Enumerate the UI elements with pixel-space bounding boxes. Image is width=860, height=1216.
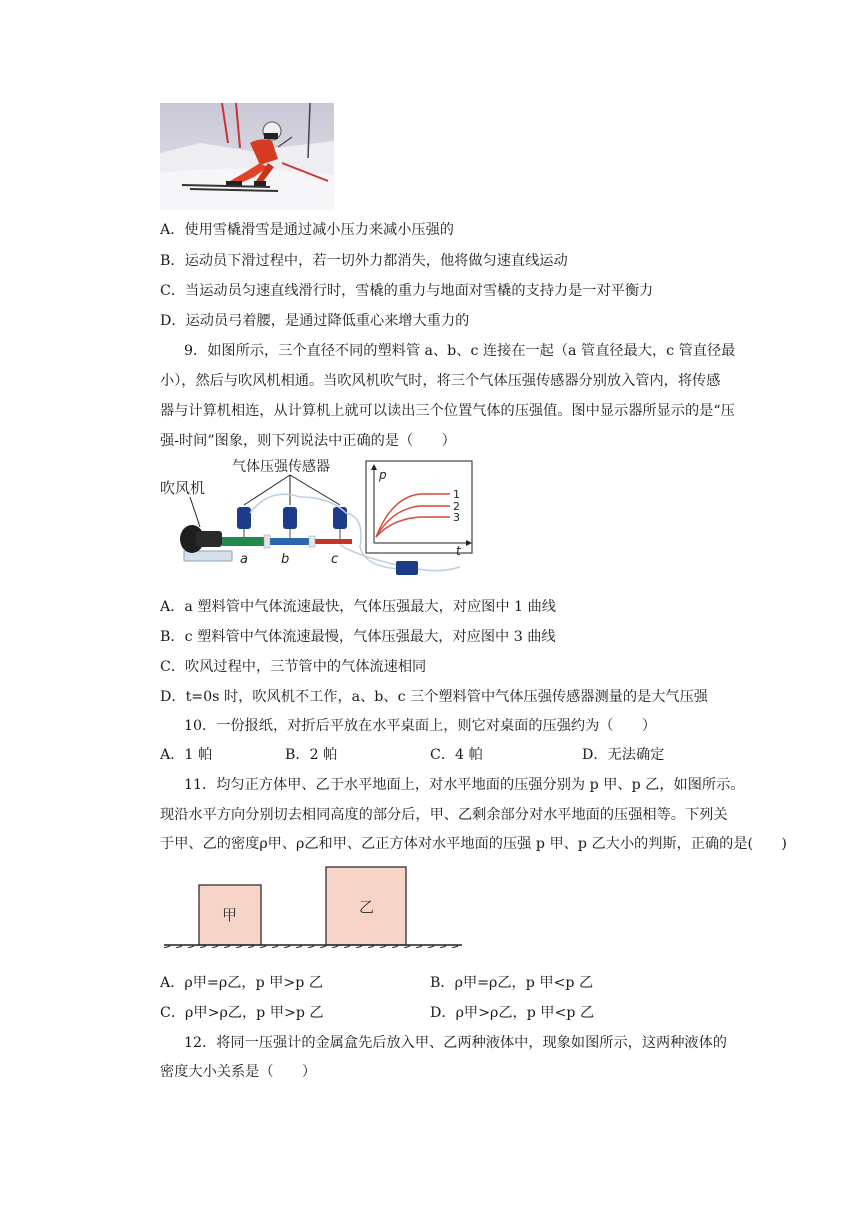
q12-stem-line-2: 密度大小关系是（ ）: [160, 1064, 317, 1080]
q9-stem-line-3: 器与计算机相连，从计算机上就可以读出三个位置气体的压强值。图中显示器所显示的是“压: [160, 403, 735, 419]
q8-option-d: D．运动员弓着腰，是通过降低重心来增大重力的: [160, 313, 470, 329]
q9-option-a: A．a 塑料管中气体流速最快，气体压强最大，对应图中 1 曲线: [160, 599, 556, 615]
tube-label-a: a: [240, 552, 248, 567]
q8-option-b: B．运动员下滑过程中，若一切外力都消失，他将做匀速直线运动: [160, 253, 568, 269]
q11-option-c: C．ρ甲>ρ乙，p 甲>p 乙: [160, 1005, 324, 1021]
q10-option-d: D．无法确定: [582, 747, 665, 763]
q11-option-b: B．ρ甲=ρ乙，p 甲<p 乙: [430, 975, 594, 991]
curve-label-3: 3: [453, 511, 460, 524]
q9-option-b: B．c 塑料管中气体流速最慢，气体压强最大，对应图中 3 曲线: [160, 629, 556, 645]
block-jia-label: 甲: [222, 906, 238, 924]
sensor-pointer-c: [290, 475, 340, 505]
q8-option-a: A．使用雪橇滑雪是通过减小压力来减小压强的: [160, 222, 454, 238]
q11-option-d: D．ρ甲>ρ乙，p 甲<p 乙: [430, 1005, 595, 1021]
tube-b: [268, 538, 312, 545]
q11-option-a: A．ρ甲=ρ乙，p 甲>p 乙: [160, 975, 324, 991]
blower-body: [196, 531, 222, 547]
graph-y-label: p: [379, 468, 387, 482]
q11-stem-line-1: 11．均匀正方体甲、乙于水平地面上，对水平地面的压强分别为 p 甲、p 乙，如图所示。: [184, 777, 745, 793]
curve-label-1: 1: [453, 488, 460, 501]
sensor-pointer-a: [244, 475, 290, 505]
q8-option-c: C．当运动员匀速直线滑行时，雪橇的重力与地面对雪橇的支持力是一对平衡力: [160, 283, 654, 299]
tube-a: [222, 537, 268, 546]
graph-x-label: t: [456, 544, 461, 558]
q12-stem-line-1: 12．将同一压强计的金属盒先后放入甲、乙两种液体中，现象如图所示，这两种液体的: [184, 1035, 727, 1051]
q11-stem-line-2: 现沿水平方向分别切去相同高度的部分后，甲、乙剩余部分对水平地面的压强相等。下列关: [160, 807, 728, 823]
q11-stem-line-3: 于甲、乙的密度ρ甲、ρ乙和甲、乙正方体对水平地面的压强 p 甲、p 乙大小的判斯，正确的是( ): [160, 836, 787, 852]
tube-label-c: c: [331, 552, 339, 567]
tube-label-b: b: [281, 552, 290, 567]
sensor-label: 气体压强传感器: [232, 459, 330, 475]
sensor-icon-a: [237, 507, 251, 537]
q10-option-b: B．2 帕: [285, 747, 338, 763]
q9-stem-line-1: 9．如图所示，三个直径不同的塑料管 a、b、c 连接在一起（a 管直径最大，c 管直径最: [184, 343, 736, 359]
q9-apparatus-figure: [160, 457, 478, 585]
q10-stem: 10．一份报纸，对折后平放在水平桌面上，则它对桌面的压强约为（ ）: [184, 718, 657, 734]
q9-option-c: C．吹风过程中，三节管中的气体流速相同: [160, 659, 427, 675]
block-yi-label: 乙: [359, 898, 375, 916]
data-collector-icon: [396, 561, 418, 575]
ground-hatching: [164, 946, 458, 948]
q9-stem-line-2: 小），然后与吹风机相通。当吹风机吹气时，将三个气体压强传感器分别放入管内，将传感: [160, 373, 721, 389]
q9-stem-line-4: 强-时间”图象，则下列说法中正确的是（ ）: [160, 433, 456, 449]
tube-c: [312, 539, 352, 544]
q9-option-d: D．t=0s 时，吹风机不工作，a、b、c 三个塑料管中气体压强传感器测量的是大气压强: [160, 689, 708, 705]
blower-label: 吹风机: [160, 479, 206, 497]
q11-blocks-figure: [160, 862, 466, 948]
sensor-icon-b: [283, 507, 297, 538]
curve-label-2: 2: [453, 500, 460, 513]
skier-photo: [160, 103, 334, 210]
q10-option-a: A．1 帕: [160, 747, 213, 763]
q10-option-c: C．4 帕: [430, 747, 483, 763]
